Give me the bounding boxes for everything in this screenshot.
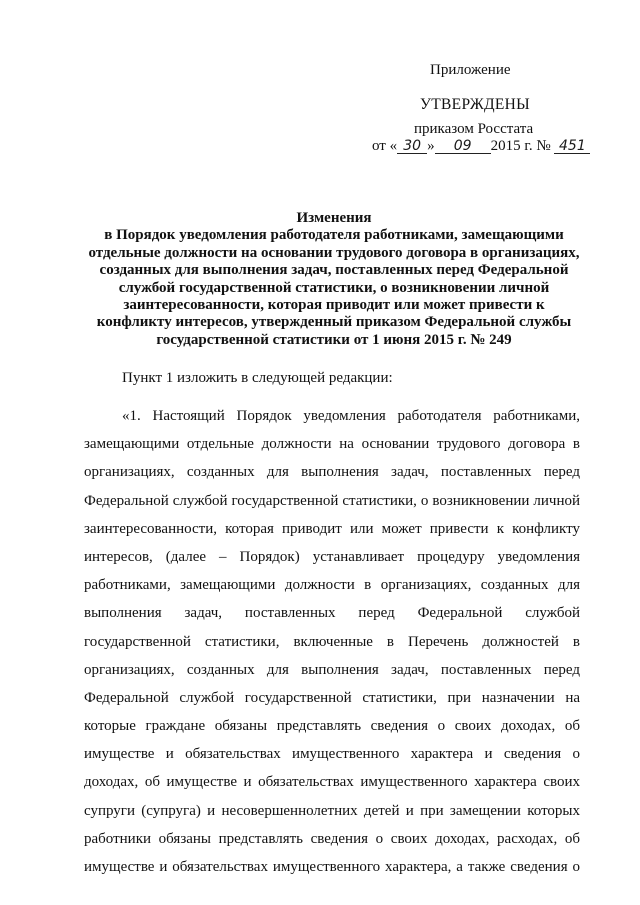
- title-line: государственной статистики от 1 июня 2015 г. № 249: [156, 331, 512, 348]
- body-line: доходах, об имуществе и обязательствах имущественного характера своих: [84, 774, 580, 791]
- body-line: работники обязаны представлять сведения о своих доходах, расходах, об: [84, 830, 580, 847]
- body-line: выполнения задач, поставленных перед Федеральной службой: [84, 605, 580, 622]
- body-line: организациях, созданных для выполнения задач, поставленных перед: [84, 464, 580, 481]
- title-line: отдельные должности на основании трудового договора в организациях,: [88, 244, 580, 261]
- body-line: которые граждане обязаны представлять сведения о своих доходах, об: [84, 718, 580, 735]
- order-number: 451: [559, 138, 586, 154]
- body-line: заинтересованности, которая приводит или может привести к конфликту: [84, 520, 580, 537]
- order-date-line: [372, 138, 590, 155]
- title-line: созданных для выполнения задач, поставленных перед Федеральной: [99, 262, 569, 279]
- title-line: в Порядок уведомления работодателя работниками, замещающими: [104, 227, 564, 244]
- date-year: 2015 г. №: [490, 138, 551, 154]
- order-number-field: [554, 139, 590, 154]
- document-title: [60, 210, 608, 349]
- body-line: супруги (супруга) и несовершеннолетних детей и при замещении которых: [84, 802, 580, 819]
- date-mid: »: [427, 138, 435, 154]
- title-line: службой государственной статистики, о возникновении личной: [118, 279, 550, 296]
- date-month: 09: [453, 138, 472, 154]
- body-line: Федеральной службой государственной статистики, при назначении на: [84, 689, 580, 706]
- title-line: Изменения: [296, 210, 372, 226]
- order-by-label: приказом Росстата: [414, 121, 534, 137]
- body-line: Федеральной службой государственной статистики, о возникновении личной: [84, 492, 580, 509]
- date-month-field: [435, 139, 491, 154]
- date-day: 30: [403, 138, 422, 154]
- body-line: замещающими отдельные должности на основании трудового договора в: [84, 436, 580, 453]
- date-day-field: [397, 139, 427, 154]
- body-line: имуществе и обязательствах имущественного характера, а также сведения о: [84, 859, 580, 875]
- body-line: организациях, созданных для выполнения задач, поставленных перед: [84, 661, 580, 678]
- date-prefix: от «: [372, 138, 398, 154]
- intro-text: Пункт 1 изложить в следующей редакции:: [122, 370, 393, 386]
- appendix-label: Приложение: [430, 62, 511, 78]
- body-line: интересов, (далее – Порядок) устанавливает процедуру уведомления: [84, 548, 580, 565]
- body-line: имуществе и обязательствах имущественного характера и сведения о: [84, 746, 580, 763]
- body-paragraph: [84, 402, 580, 881]
- title-line: заинтересованности, которая приводит или может привести к: [123, 297, 545, 314]
- title-line: конфликту интересов, утвержденный приказом Федеральной службы: [96, 314, 572, 331]
- body-line: государственной статистики, включенные в Перечень должностей в: [84, 633, 580, 650]
- approved-label: УТВЕРЖДЕНЫ: [420, 96, 530, 113]
- body-line: «1. Настоящий Порядок уведомления работодателя работниками,: [122, 408, 580, 424]
- body-line: работниками, замещающими должности в организациях, созданных для: [84, 577, 580, 594]
